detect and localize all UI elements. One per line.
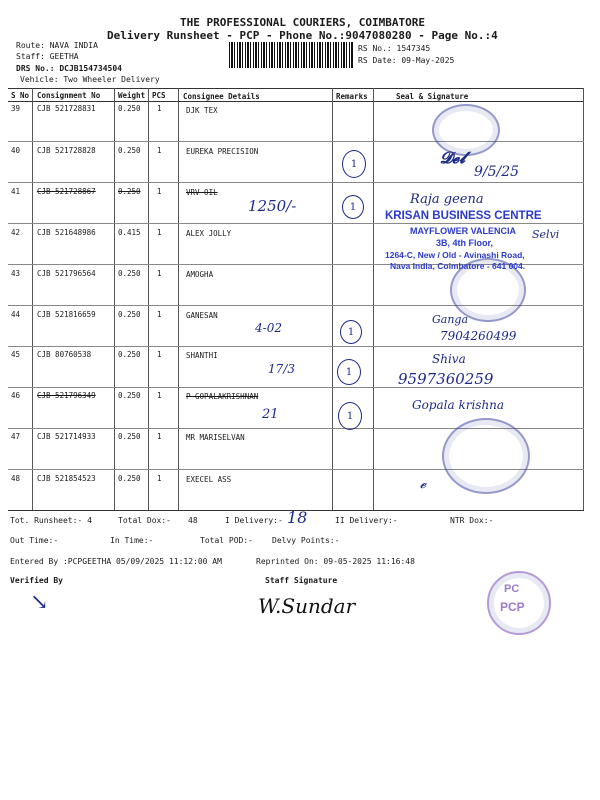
ntr-dox-label: NTR Dox:-	[450, 516, 494, 525]
row-divider	[8, 182, 584, 183]
handwritten-note: 4-02	[255, 321, 282, 335]
i-delivery-handwritten: 18	[287, 508, 308, 527]
row-consignment: CJB 80760538	[37, 350, 92, 359]
remark-circle: 1	[342, 195, 364, 219]
barcode	[229, 42, 354, 68]
total-dox-value: 48	[188, 516, 198, 525]
remark-circle: 1	[337, 359, 361, 385]
row-pcs: 1	[157, 269, 162, 278]
stamp-business-name: KRISAN BUSINESS CENTRE	[385, 210, 542, 222]
row-sno: 39	[11, 104, 21, 113]
stamp-city: Nava India, Coimbatore - 641 004.	[390, 261, 526, 271]
remark-circle: 1	[338, 402, 362, 430]
runsheet-subtitle: Delivery Runsheet - PCP - Phone No.:9047080280 - Page No.:4	[107, 29, 498, 42]
row-consignment: CJB 521728828	[37, 146, 96, 155]
tot-runsheet: Tot. Runsheet:- 4	[10, 516, 92, 525]
row-consignee: VRV OIL	[186, 188, 218, 197]
row-weight: 0.250	[118, 187, 141, 196]
col-header-weight: Weight	[118, 91, 146, 100]
row-weight: 0.250	[118, 104, 141, 113]
row-sno: 45	[11, 350, 21, 359]
row-sno: 44	[11, 310, 21, 319]
remark-circle: 1	[340, 320, 362, 344]
table-header-rule	[8, 101, 584, 102]
row-divider	[8, 223, 584, 224]
pcp-stamp-top: PC	[504, 583, 520, 595]
row-weight: 0.415	[118, 228, 141, 237]
i-delivery-label: I Delivery:-	[225, 516, 283, 525]
col-header-remarks: Remarks	[336, 92, 368, 101]
stamp-building: MAYFLOWER VALENCIA	[410, 226, 517, 236]
col-divider	[373, 88, 374, 510]
row-consignment: CJB 521714933	[37, 432, 96, 441]
row-consignment: CJB 521648986	[37, 228, 96, 237]
recipient-signature: 𝓓𝓮𝓵	[440, 148, 466, 167]
row-weight: 0.250	[118, 350, 141, 359]
row-consignment: CJB 521728831	[37, 104, 96, 113]
row-consignment: CJB 521796349	[37, 391, 96, 400]
entered-by: Entered By :PCPGEETHA 05/09/2025 11:12:00 AM	[10, 557, 222, 566]
recipient-signature: Raja geena	[410, 192, 484, 207]
row-consignment: CJB 521816659	[37, 310, 96, 319]
recipient-name: Ganga	[432, 313, 469, 326]
delvy-points-label: Delvy Points:-	[272, 536, 340, 545]
row-consignment: CJB 521854523	[37, 474, 96, 483]
row-pcs: 1	[157, 350, 162, 359]
col-divider	[148, 88, 149, 510]
staff-label: Staff: GEETHA	[16, 52, 79, 61]
drs-number: DRS No.: DCJB154734504	[16, 64, 122, 73]
verified-by-label: Verified By	[10, 576, 63, 585]
recipient-phone: 9597360259	[398, 370, 494, 388]
recipient-signature: Selvi	[532, 228, 560, 241]
row-pcs: 1	[157, 432, 162, 441]
row-pcs: 1	[157, 391, 162, 400]
pcp-stamp-label: PCP	[500, 600, 525, 614]
company-title: THE PROFESSIONAL COURIERS, COIMBATORE	[180, 16, 426, 29]
recipient-signature: 𝓮	[420, 476, 427, 492]
stamp-floor: 3B, 4th Floor,	[436, 238, 494, 248]
row-sno: 40	[11, 146, 21, 155]
col-divider	[178, 88, 179, 510]
stamp-address: 1264-C, New / Old - Avinashi Road,	[385, 250, 525, 260]
row-pcs: 1	[157, 310, 162, 319]
handwritten-amount: 1250/-	[248, 197, 297, 215]
rs-number: RS No.: 1547345	[358, 44, 431, 53]
col-header-consignment: Consignment No	[37, 91, 101, 100]
col-header-pcs: PCS	[152, 91, 166, 100]
in-time-label: In Time:-	[110, 536, 154, 545]
col-header-sno: S No	[11, 91, 30, 100]
row-sno: 47	[11, 432, 21, 441]
row-divider	[8, 346, 584, 347]
row-consignment: CJB 521728867	[37, 187, 96, 196]
staff-signature: W.Sundar	[258, 594, 356, 618]
staff-signature-label: Staff Signature	[265, 576, 338, 585]
row-divider	[8, 141, 584, 142]
recipient-phone: 7904260499	[440, 329, 517, 343]
reprinted-on: Reprinted On: 09-05-2025 11:16:48	[256, 557, 415, 566]
recipient-name: Shiva	[432, 352, 466, 366]
total-dox-label: Total Dox:-	[118, 516, 171, 525]
vehicle-label: Vehicle: Two Wheeler Delivery	[20, 75, 160, 84]
row-sno: 46	[11, 391, 21, 400]
table-top-rule	[8, 88, 584, 89]
row-sno: 43	[11, 269, 21, 278]
delivery-date-handwritten: 9/5/25	[474, 164, 520, 180]
row-weight: 0.250	[118, 432, 141, 441]
rs-date: RS Date: 09-May-2025	[358, 56, 455, 65]
verified-signature: ↘	[30, 590, 49, 615]
remark-circle: 1	[342, 150, 366, 178]
col-header-consignee: Consignee Details	[183, 92, 260, 101]
row-weight: 0.250	[118, 310, 141, 319]
route-label: Route: NAVA INDIA	[16, 41, 98, 50]
row-consignee: GANESAN	[186, 311, 218, 320]
row-consignee: EUREKA PRECISION	[186, 147, 259, 156]
row-consignee: DJK TEX	[186, 106, 218, 115]
row-consignee: P GOPALAKRISHNAN	[186, 392, 259, 401]
row-consignee: MR MARISELVAN	[186, 433, 245, 442]
row-weight: 0.250	[118, 474, 141, 483]
row-pcs: 1	[157, 104, 162, 113]
row-consignment: CJB 521796564	[37, 269, 96, 278]
col-divider	[32, 88, 33, 510]
col-divider	[114, 88, 115, 510]
recipient-signature: Gopala krishna	[412, 398, 505, 412]
row-pcs: 1	[157, 146, 162, 155]
row-divider	[8, 387, 584, 388]
row-weight: 0.250	[118, 146, 141, 155]
row-consignee: ALEX JOLLY	[186, 229, 232, 238]
row-weight: 0.250	[118, 391, 141, 400]
row-pcs: 1	[157, 474, 162, 483]
company-seal	[442, 418, 530, 494]
row-consignee: EXECEL ASS	[186, 475, 232, 484]
ii-delivery-label: II Delivery:-	[335, 516, 398, 525]
col-divider	[332, 88, 333, 510]
row-weight: 0.250	[118, 269, 141, 278]
col-header-seal-signature: Seal & Signature	[396, 92, 469, 101]
row-consignee: SHANTHI	[186, 351, 218, 360]
handwritten-note: 17/3	[268, 362, 295, 376]
row-consignee: AMOGHA	[186, 270, 214, 279]
row-sno: 48	[11, 474, 21, 483]
row-pcs: 1	[157, 187, 162, 196]
col-divider	[583, 88, 584, 510]
row-pcs: 1	[157, 228, 162, 237]
row-sno: 42	[11, 228, 21, 237]
handwritten-note: 21	[262, 407, 279, 422]
row-sno: 41	[11, 187, 21, 196]
out-time-label: Out Time:-	[10, 536, 59, 545]
total-pod-label: Total POD:-	[200, 536, 253, 545]
